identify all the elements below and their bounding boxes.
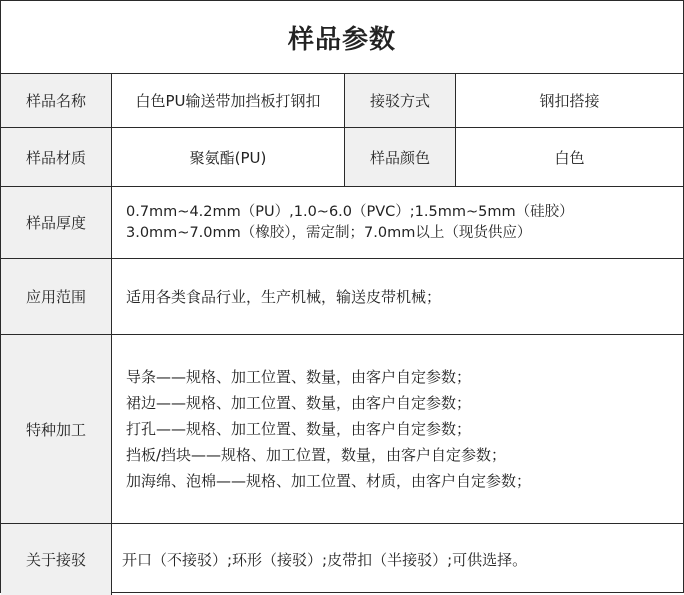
processing-line: 裙边——规格、加工位置、数量，由客户自定参数； bbox=[126, 394, 472, 412]
row-material bbox=[1, 128, 683, 187]
value-application: 适用各类食品行业，生产机械，输送皮带机械； bbox=[126, 288, 442, 306]
label-material: 样品材质 bbox=[1, 128, 112, 186]
value-thickness bbox=[112, 187, 683, 258]
page-title: 样品参数 bbox=[287, 24, 396, 55]
value-processing bbox=[112, 335, 683, 523]
label-joint: 关于接驳 bbox=[1, 524, 112, 595]
thickness-line: 3.0mm~7.0mm（橡胶），需定制；7.0mm以上（现货供应） bbox=[126, 224, 532, 241]
title-row bbox=[1, 1, 683, 74]
processing-line: 挡板/挡块——规格、加工位置，数量，由客户自定参数； bbox=[126, 446, 507, 464]
label-color: 样品颜色 bbox=[345, 128, 456, 186]
label-processing: 特种加工 bbox=[1, 335, 112, 523]
row-joint bbox=[1, 524, 683, 595]
thickness-line: 0.7mm~4.2mm（PU）,1.0~6.0（PVC）;1.5mm~5mm（硅胶） bbox=[126, 203, 574, 220]
processing-line: 导条——规格、加工位置、数量，由客户自定参数； bbox=[126, 368, 472, 386]
row-thickness bbox=[1, 187, 683, 259]
label-thickness: 样品厚度 bbox=[1, 187, 112, 258]
row-sample-name bbox=[1, 74, 683, 128]
value-material: 聚氨酯(PU) bbox=[112, 128, 345, 186]
row-application bbox=[1, 259, 683, 335]
value-sample-name: 白色PU输送带加挡板打钢扣 bbox=[112, 74, 345, 127]
label-sample-name: 样品名称 bbox=[1, 74, 112, 127]
label-application: 应用范围 bbox=[1, 259, 112, 334]
value-color: 白色 bbox=[554, 148, 585, 167]
value-joint: 开口（不接驳）;环形（接驳）;皮带扣（半接驳）;可供选择。 bbox=[122, 551, 528, 569]
label-joint-method: 接驳方式 bbox=[345, 74, 456, 127]
row-processing bbox=[1, 335, 683, 524]
processing-line: 加海绵、泡棉——规格、加工位置、材质，由客户自定参数； bbox=[126, 472, 532, 490]
value-joint-method: 钢扣搭接 bbox=[539, 92, 600, 110]
processing-line: 打孔——规格、加工位置、数量，由客户自定参数； bbox=[126, 420, 472, 438]
